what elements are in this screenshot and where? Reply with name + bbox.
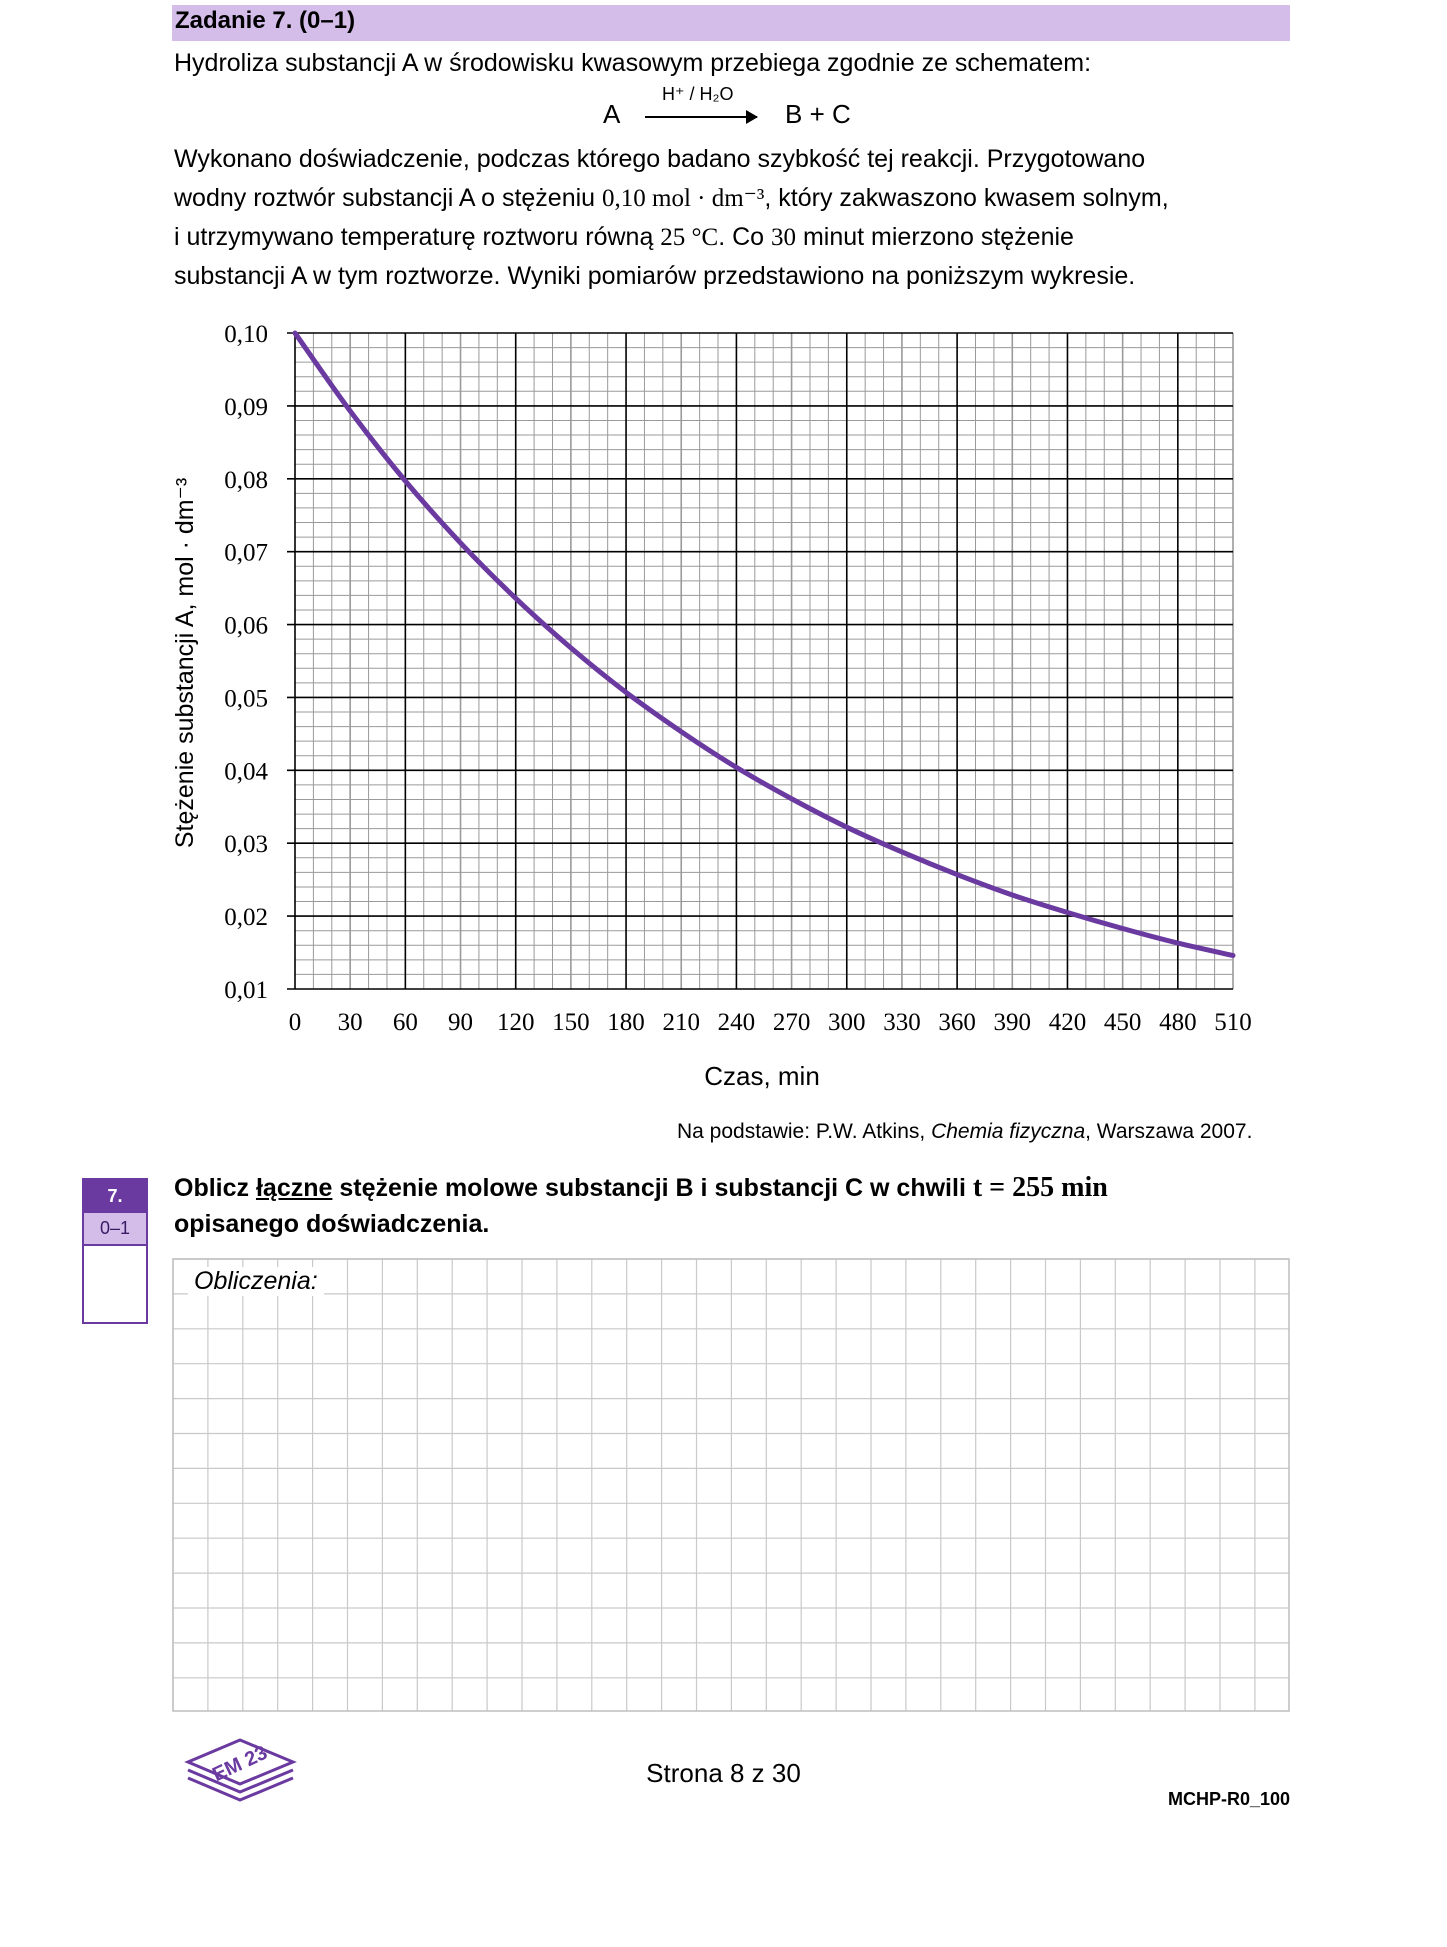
task-title: Zadanie 7. (0–1) (175, 7, 356, 34)
y-tick-label: 0,05 (224, 685, 268, 713)
task-question-line-2: opisanego doświadczenia. (174, 1210, 490, 1238)
data-point (901, 851, 902, 852)
data-point (846, 827, 847, 828)
x-axis-label: Czas, min (704, 1061, 820, 1091)
x-tick-label: 90 (448, 1009, 474, 1036)
scheme-reactant: A (603, 99, 621, 129)
data-point (1122, 928, 1123, 929)
data-series (295, 333, 1234, 956)
data-point (1233, 955, 1234, 956)
logo-text: EM 23 (209, 1741, 271, 1787)
y-tick-label: 0,10 (224, 321, 268, 348)
scheme-products: B + C (785, 99, 851, 129)
data-point (626, 692, 627, 693)
data-point (350, 410, 351, 411)
data-point (736, 767, 737, 768)
calculation-label: Obliczenia: (188, 1267, 324, 1296)
x-tick-label: 270 (772, 1009, 811, 1036)
concentration-value: 0,10 mol · dm⁻³ (602, 185, 765, 212)
x-tick-label: 450 (1103, 1009, 1142, 1036)
x-tick-label: 180 (607, 1009, 645, 1036)
x-tick-label: 480 (1159, 1009, 1197, 1036)
score-entry-field[interactable] (84, 1246, 146, 1322)
experiment-line-2: wodny roztwór substancji A o stężeniu 0,10 mol · dm⁻³, który zakwaszono kwasem solnym, (174, 184, 1169, 212)
score-range-badge: 0–1 (84, 1213, 146, 1246)
x-tick-labels (289, 1009, 1252, 1036)
y-tick-label: 0,01 (224, 977, 268, 1004)
y-tick-label: 0,03 (224, 831, 268, 859)
calculation-grid[interactable] (172, 1258, 1292, 1713)
data-point (681, 731, 682, 732)
grid-minor (295, 333, 1233, 989)
data-point (1067, 912, 1068, 913)
data-point (791, 798, 792, 799)
y-tick-labels (224, 321, 268, 1004)
time-value: t = 255 min (972, 1172, 1108, 1203)
y-tick-label: 0,07 (224, 539, 268, 567)
x-tick-label: 300 (828, 1009, 866, 1036)
x-tick-label: 420 (1048, 1009, 1087, 1036)
series-line (295, 333, 1233, 955)
task-question-line-1: Oblicz łączne stężenie molowe substancji B i substancji C w chwili t = 255 min (174, 1172, 1108, 1203)
intro-text: Hydroliza substancji A w środowisku kwasowym przebiega zgodnie ze schematem: (174, 49, 1092, 77)
x-tick-label: 150 (552, 1009, 590, 1036)
data-point (1012, 894, 1013, 895)
x-tick-label: 360 (938, 1009, 976, 1036)
x-tick-label: 510 (1214, 1009, 1252, 1036)
experiment-line-1: Wykonano doświadczenie, podczas którego badano szybkość tej reakcji. Przygotowano (174, 145, 1146, 173)
data-point (460, 542, 461, 543)
x-tick-label: 390 (993, 1009, 1032, 1036)
x-tick-label: 30 (337, 1009, 363, 1036)
temperature-value: 25 °C (660, 224, 719, 251)
y-axis-label: Stężenie substancji A, mol · dm⁻³ (171, 477, 199, 849)
y-tick-label: 0,08 (224, 466, 268, 494)
data-point (1177, 943, 1178, 944)
data-point (515, 598, 516, 599)
y-tick-label: 0,04 (224, 758, 268, 786)
data-point (295, 333, 296, 334)
y-tick-label: 0,02 (224, 904, 268, 932)
y-tick-label: 0,09 (224, 393, 268, 421)
source-citation: Na podstawie: P.W. Atkins, Chemia fizyczna, Warszawa 2007. (677, 1120, 1253, 1143)
data-point (957, 874, 958, 875)
x-tick-label: 0 (288, 1009, 302, 1036)
page-number: Strona 8 z 30 (646, 1758, 801, 1788)
scheme-conditions: H⁺ / H₂O (662, 84, 734, 104)
exam-code: MCHP-R0_100 (1167, 1789, 1290, 1809)
x-tick-label: 240 (717, 1009, 756, 1036)
experiment-line-4: substancji A w tym roztworze. Wyniki pomiarów przedstawiono na poniższym wykresie. (174, 262, 1136, 290)
grid-major (287, 333, 1233, 989)
x-tick-label: 210 (662, 1009, 700, 1036)
data-point (405, 480, 406, 481)
task-number-badge: 7. (84, 1180, 146, 1213)
data-point (570, 647, 571, 648)
y-tick-label: 0,06 (224, 612, 268, 640)
x-tick-label: 330 (883, 1009, 921, 1036)
experiment-line-3: i utrzymywano temperaturę roztworu równą 25 °C. Co 30 minut mierzono stężenie (174, 223, 1074, 251)
x-tick-label: 120 (496, 1009, 535, 1036)
x-tick-label: 60 (392, 1009, 418, 1036)
